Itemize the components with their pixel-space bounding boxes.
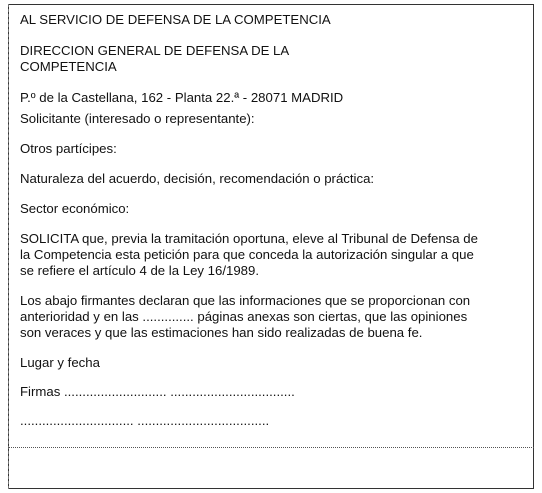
form-content [20,12,520,429]
addressee-directorate-line-2: COMPETENCIA [20,59,117,74]
left-dashed-edge [8,4,11,489]
signatures-line-1: Firmas ............................ .................................. [20,384,295,399]
declaration-line: son veraces y que las estimaciones han sido realizadas de buena fe. [20,325,423,340]
request-line: SOLICITA que, previa la tramitación oportuna, eleve al Tribunal de Defensa de [20,231,478,246]
address: P.º de la Castellana, 162 - Planta 22.ª - 28071 MADRID [20,90,344,105]
sector-label: Sector económico: [20,201,130,216]
nature-label: Naturaleza del acuerdo, decisión, recomendación o práctica: [20,171,375,186]
other-participants-label: Otros partícipes: [20,141,117,156]
signatures-line-2: ............................... .................................... [20,413,270,428]
declaration-paragraph [20,293,520,341]
addressee-service: AL SERVICIO DE DEFENSA DE LA COMPETENCIA [20,12,331,27]
addressee-directorate-line-1: DIRECCION GENERAL DE DEFENSA DE LA [20,43,290,58]
bottom-separator [8,447,534,448]
request-line: la Competencia esta petición para que conceda la autorización singular a que [20,247,474,262]
declaration-line: anterioridad y en las .............. páginas anexas son ciertas, que las opiniones [20,309,468,324]
request-paragraph [20,231,520,279]
declaration-line: Los abajo firmantes declaran que las informaciones que se proporcionan con [20,293,471,308]
request-line: se refiere el artículo 4 de la Ley 16/1989. [20,263,259,278]
applicant-label: Solicitante (interesado o representante): [20,111,255,126]
place-date-label: Lugar y fecha [20,355,100,370]
